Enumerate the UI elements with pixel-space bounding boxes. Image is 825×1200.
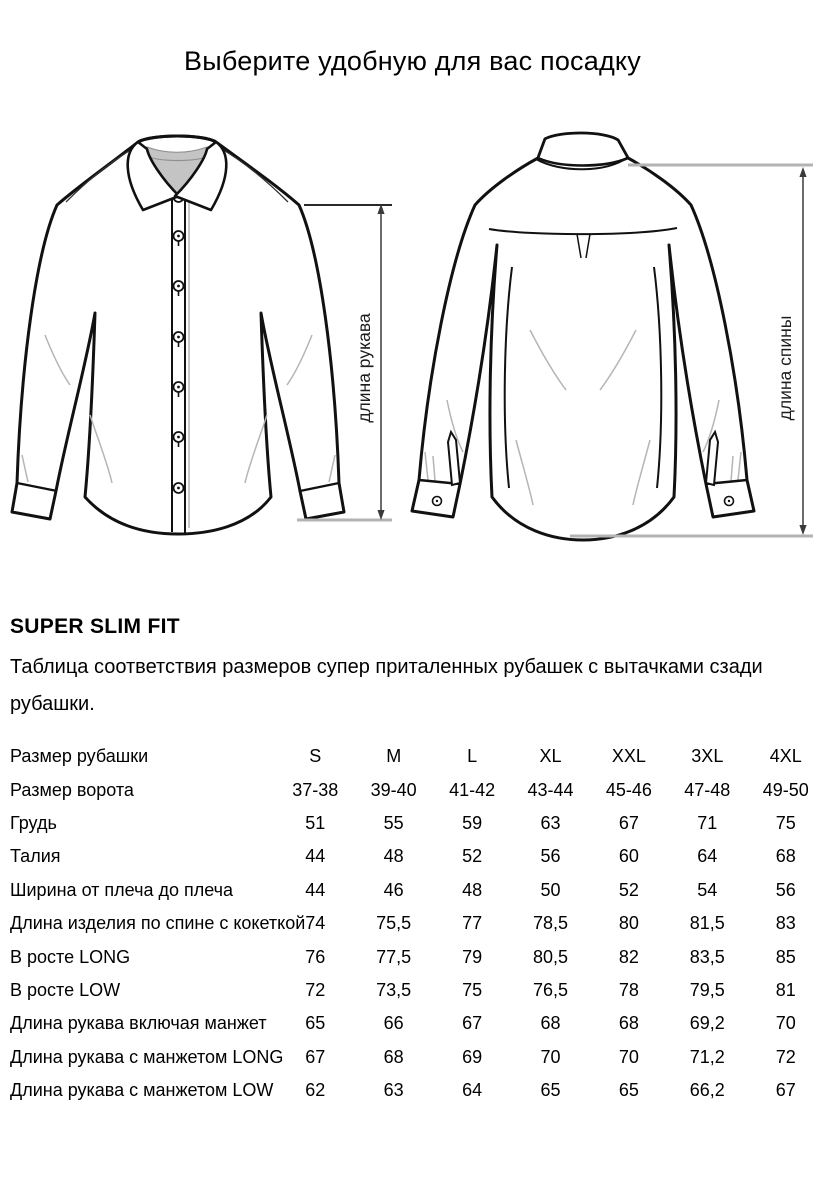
size-cell: 41-42 — [449, 779, 496, 800]
size-cell: 80 — [618, 913, 639, 934]
row-label: Ширина от плеча до плеча — [10, 879, 234, 900]
size-cell: 3XL — [691, 746, 724, 767]
size-cell: 64 — [697, 846, 718, 867]
size-cell: 77,5 — [376, 946, 412, 967]
size-cell: 43-44 — [527, 779, 574, 800]
size-cell: 71,2 — [689, 1046, 725, 1067]
size-cell: 68 — [775, 846, 796, 867]
size-cell: 39-40 — [370, 779, 417, 800]
size-cell: 59 — [462, 812, 483, 833]
size-cell: 75 — [462, 979, 483, 1000]
size-cell: 48 — [383, 846, 404, 867]
size-cell: S — [309, 746, 322, 767]
size-cell: 64 — [462, 1080, 483, 1101]
size-cell: 67 — [775, 1080, 796, 1101]
size-cell: 56 — [775, 879, 796, 900]
row-label: Размер ворота — [10, 779, 134, 800]
page-title: Выберите удобную для вас посадку — [184, 46, 641, 76]
table-row — [10, 840, 825, 873]
size-cell: 81 — [775, 979, 796, 1000]
size-cell: 76,5 — [532, 979, 569, 1000]
size-cell: 70 — [775, 1013, 796, 1034]
size-cell: 52 — [618, 879, 639, 900]
size-cell: 4XL — [769, 746, 802, 767]
size-cell: 65 — [618, 1080, 639, 1101]
size-cell: 51 — [305, 812, 326, 833]
size-cell: XXL — [611, 746, 646, 767]
size-cell: 45-46 — [605, 779, 652, 800]
size-cell: 63 — [540, 812, 561, 833]
size-cell: 48 — [462, 879, 483, 900]
table-row — [10, 773, 825, 806]
size-cell: 55 — [383, 812, 404, 833]
size-cell: 60 — [618, 846, 639, 867]
size-cell: 75,5 — [376, 913, 412, 934]
size-cell: 47-48 — [684, 779, 731, 800]
size-cell: 52 — [462, 846, 483, 867]
size-cell: 71 — [697, 812, 718, 833]
size-cell: 77 — [462, 913, 483, 934]
fit-description: Таблица соответствия размеров супер приталенных рубашек с вытачками сзади рубашки. — [10, 656, 763, 715]
size-cell: 50 — [540, 879, 561, 900]
size-cell: 70 — [540, 1046, 561, 1067]
row-label: В росте LOW — [10, 979, 121, 1000]
size-cell: 72 — [305, 979, 326, 1000]
table-row — [10, 740, 825, 773]
size-cell: 67 — [462, 1013, 483, 1034]
size-cell: 44 — [305, 846, 326, 867]
size-cell: 68 — [618, 1013, 639, 1034]
size-table — [10, 740, 825, 1107]
size-cell: XL — [539, 746, 562, 767]
size-cell: 67 — [618, 812, 639, 833]
table-row — [10, 807, 825, 840]
size-cell: 68 — [540, 1013, 561, 1034]
size-cell: 62 — [305, 1080, 326, 1101]
size-cell: 78 — [618, 979, 639, 1000]
size-cell: 46 — [383, 879, 404, 900]
size-cell: 44 — [305, 879, 326, 900]
sleeve-length-label: длина рукава — [354, 313, 374, 423]
size-cell: L — [467, 746, 478, 767]
size-cell: 74 — [305, 913, 326, 934]
row-label: Грудь — [10, 812, 57, 833]
fit-heading: SUPER SLIM FIT — [10, 615, 180, 638]
size-cell: 37-38 — [292, 779, 339, 800]
row-label: Талия — [10, 846, 61, 867]
size-cell: 79,5 — [689, 979, 725, 1000]
row-label: В росте LONG — [10, 946, 131, 967]
size-cell: 81,5 — [689, 913, 725, 934]
table-row — [10, 940, 825, 973]
size-cell: 73,5 — [376, 979, 412, 1000]
size-cell: 69 — [462, 1046, 483, 1067]
size-cell: 67 — [305, 1046, 326, 1067]
back-shirt-drawing — [412, 133, 754, 540]
size-cell: 56 — [540, 846, 561, 867]
row-label: Длина рукава с манжетом LOW — [10, 1080, 274, 1101]
size-cell: 72 — [775, 1046, 796, 1067]
size-cell: 66,2 — [689, 1080, 725, 1101]
row-label: Длина изделия по спине с кокеткой — [10, 913, 306, 934]
size-cell: 65 — [305, 1013, 326, 1034]
table-row — [10, 874, 825, 907]
size-cell: 83,5 — [689, 946, 725, 967]
size-cell: 82 — [618, 946, 639, 967]
size-cell: 79 — [462, 946, 483, 967]
front-shirt-drawing — [12, 136, 344, 534]
size-cell: 75 — [775, 812, 796, 833]
size-cell: 78,5 — [532, 913, 569, 934]
size-cell: 80,5 — [532, 946, 569, 967]
size-cell: 70 — [618, 1046, 639, 1067]
table-row — [10, 907, 825, 940]
size-cell: 83 — [775, 913, 796, 934]
size-cell: 63 — [383, 1080, 404, 1101]
size-cell: 68 — [383, 1046, 404, 1067]
row-label: Размер рубашки — [10, 746, 149, 767]
table-row — [10, 1041, 825, 1074]
size-cell: M — [386, 746, 402, 767]
size-cell: 49-50 — [762, 779, 809, 800]
table-row — [10, 1074, 825, 1107]
size-cell: 54 — [697, 879, 718, 900]
size-cell: 69,2 — [689, 1013, 725, 1034]
size-cell: 85 — [775, 946, 796, 967]
size-cell: 66 — [383, 1013, 404, 1034]
back-length-label: длина спины — [775, 315, 795, 421]
row-label: Длина рукава включая манжет — [10, 1013, 267, 1034]
table-row — [10, 974, 825, 1007]
table-row — [10, 1007, 825, 1040]
row-label: Длина рукава с манжетом LONG — [10, 1046, 284, 1067]
size-cell: 76 — [305, 946, 326, 967]
size-cell: 65 — [540, 1080, 561, 1101]
